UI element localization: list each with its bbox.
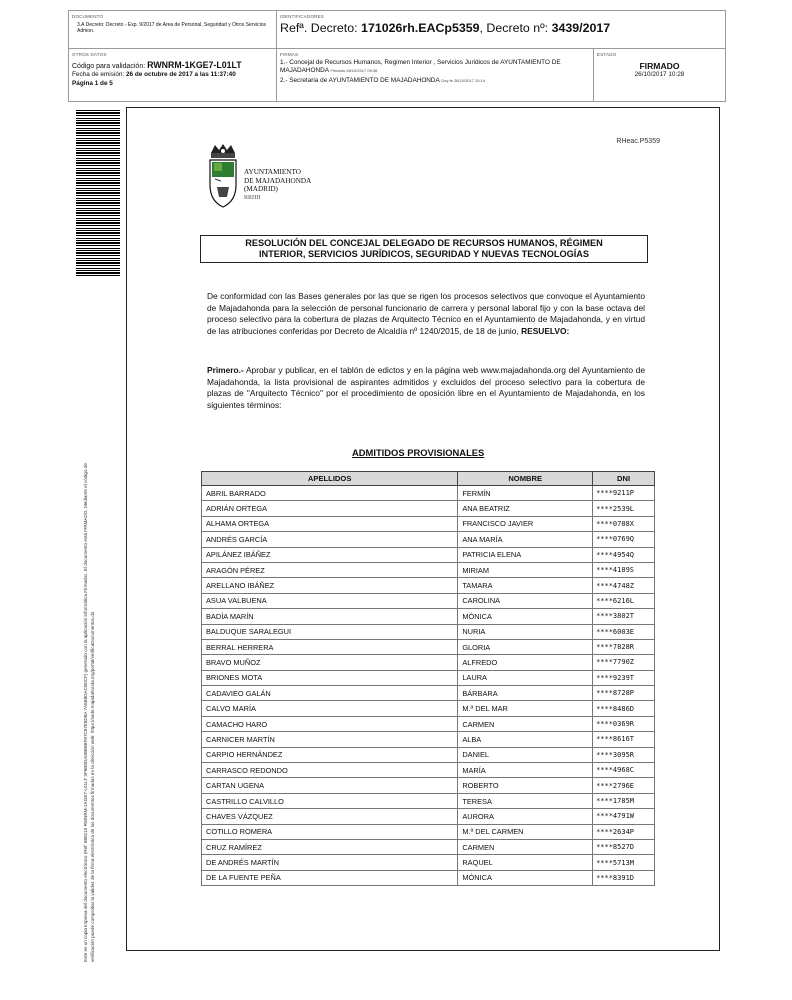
table-row <box>202 547 655 562</box>
codigo-prefix: Código para validación: <box>72 63 146 70</box>
coat-of-arms-icon <box>205 143 241 213</box>
admitted-table <box>201 471 655 886</box>
cell-nombre: FERMÍN <box>458 486 593 501</box>
logo-line3: (MADRID) <box>244 185 278 194</box>
cell-nombre: AURORA <box>458 809 593 824</box>
otros-datos-cell <box>69 49 277 101</box>
cell-dni: ****4748Z <box>593 578 655 593</box>
table-row <box>202 716 655 731</box>
cell-apellidos: CAMACHO HARO <box>202 716 458 731</box>
issue-date-line <box>72 71 236 78</box>
table-row <box>202 686 655 701</box>
cell-nombre: NURIA <box>458 624 593 639</box>
title-line2: INTERIOR, SERVICIOS JURÍDICOS, SEGURIDAD Y NUEVAS TECNOLOGÍAS <box>258 249 590 259</box>
documento-label: DOCUMENTO <box>72 14 104 19</box>
cell-dni: ****7790Z <box>593 655 655 670</box>
cell-nombre: TERESA <box>458 793 593 808</box>
signature-1-text: 1.- Concejal de Recursos Humanos, Regimen Interior , Servicios Juridicos de AYUNTAMIENTO DE MAJADAHONDA <box>280 59 561 74</box>
intro-paragraph <box>207 291 645 337</box>
table-row <box>202 839 655 854</box>
decreto-prefix: , Decreto nº: <box>479 21 549 35</box>
cell-apellidos: BERRAL HERRERA <box>202 639 458 654</box>
cell-apellidos: ADRIÁN ORTEGA <box>202 501 458 516</box>
table-row <box>202 824 655 839</box>
table-row <box>202 578 655 593</box>
cell-apellidos: DE ANDRÉS MARTÍN <box>202 855 458 870</box>
cell-nombre: ROBERTO <box>458 778 593 793</box>
cell-apellidos: CRUZ RAMÍREZ <box>202 839 458 854</box>
cell-dni: ****0708X <box>593 516 655 531</box>
table-row <box>202 639 655 654</box>
cell-nombre: CARMEN <box>458 716 593 731</box>
table-header-row <box>202 472 655 486</box>
ref-prefix: Refª. Decreto: <box>280 21 358 35</box>
cell-apellidos: DE LA FUENTE PEÑA <box>202 870 458 885</box>
table-row <box>202 655 655 670</box>
cell-nombre: CARMEN <box>458 839 593 854</box>
doc-reference: RHeac.P5359 <box>616 138 660 145</box>
table-row <box>202 562 655 577</box>
table-row <box>202 593 655 608</box>
cell-dni: ****8527D <box>593 839 655 854</box>
cell-dni: ****4189S <box>593 562 655 577</box>
table-row <box>202 532 655 547</box>
title-line1: RESOLUCIÓN DEL CONCEJAL DELEGADO DE RECURSOS HUMANOS, RÉGIMEN <box>245 238 603 248</box>
validation-code: RWNRM-1KGE7-L01LT <box>147 60 242 70</box>
cell-apellidos: BRIONES MOTA <box>202 670 458 685</box>
issue-date: 26 de octubre de 2017 a las 11:37:40 <box>126 71 236 78</box>
cell-nombre: ANA BEATRIZ <box>458 501 593 516</box>
cell-dni: ****2796E <box>593 778 655 793</box>
cell-apellidos: ASUA VALBUENA <box>202 593 458 608</box>
cell-nombre: BÁRBARA <box>458 686 593 701</box>
fecha-prefix: Fecha de emisión: <box>72 71 125 78</box>
cell-dni: ****0369R <box>593 716 655 731</box>
cell-apellidos: BRAVO MUÑOZ <box>202 655 458 670</box>
header-row-top <box>69 11 725 49</box>
cell-nombre: MIRIAM <box>458 562 593 577</box>
cell-apellidos: CADAVIEO GALÁN <box>202 686 458 701</box>
cell-dni: ****6216L <box>593 593 655 608</box>
table-row <box>202 855 655 870</box>
cell-dni: ****8391D <box>593 870 655 885</box>
documento-cell <box>69 11 277 48</box>
cell-dni: ****1785M <box>593 793 655 808</box>
cell-nombre: MÓNICA <box>458 609 593 624</box>
documento-text: 3.A Decreto: Decreto - Exp. 9/2017 de Area de Personal, Seguridad y Otros Servicios Admon. <box>77 22 266 34</box>
cell-nombre: ANA MARÍA <box>458 532 593 547</box>
logo-text <box>244 168 311 202</box>
cell-dni: ****7828R <box>593 639 655 654</box>
estado-cell <box>594 49 725 101</box>
table-row <box>202 778 655 793</box>
signature-2-text: 2.- Secretaria de AYUNTAMIENTO DE MAJADAHONDA <box>280 77 440 84</box>
cell-apellidos: ARAGÓN PÉREZ <box>202 562 458 577</box>
table-row <box>202 732 655 747</box>
logo-line2: DE MAJADAHONDA <box>244 176 312 185</box>
resolution-title <box>200 235 648 263</box>
cell-dni: ****6003E <box>593 624 655 639</box>
cell-dni: ****4791W <box>593 809 655 824</box>
cell-apellidos: CARPIO HERNÁNDEZ <box>202 747 458 762</box>
cell-dni: ****4968C <box>593 763 655 778</box>
table-row <box>202 809 655 824</box>
col-apellidos: APELLIDOS <box>202 472 458 486</box>
cell-dni: ****8728P <box>593 686 655 701</box>
cell-apellidos: CARNICER MARTÍN <box>202 732 458 747</box>
cell-nombre: PATRICIA ELENA <box>458 547 593 562</box>
table-row <box>202 609 655 624</box>
cell-nombre: MÓNICA <box>458 870 593 885</box>
cell-nombre: CAROLINA <box>458 593 593 608</box>
cell-dni: ****8486D <box>593 701 655 716</box>
otros-label: OTROS DATOS <box>72 52 107 57</box>
cell-nombre: ALBA <box>458 732 593 747</box>
table-row <box>202 486 655 501</box>
decree-identifier <box>280 21 610 35</box>
identificadores-label: IDENTIFICADORES <box>280 14 325 19</box>
estado-label: ESTADO <box>597 52 617 57</box>
cell-nombre: M.ª DEL MAR <box>458 701 593 716</box>
table-row <box>202 701 655 716</box>
side-text-line1: Este es un copia impresa del documento electrónico (Ref: 888215 RWNRM-1KGE7-L01LT 3F6B8DA0BB8BF87C67E8D8A 7A6B8DACB0CF) generado con la aplicación informática Firmadoc. El documento está FIRMADO. Mediante el código de <box>83 463 88 962</box>
table-row <box>202 624 655 639</box>
signature-1-date: Firmado 26/10/2017 09:36 <box>330 68 378 73</box>
cell-dni: ****3802T <box>593 609 655 624</box>
cell-nombre: DANIEL <box>458 747 593 762</box>
cell-apellidos: CHAVES VÁZQUEZ <box>202 809 458 824</box>
ref-code: 171026rh.EACp5359 <box>361 21 480 35</box>
table-row <box>202 793 655 808</box>
side-text-line2: verificación puede comprobar la validez de la firma electrónica de los documentos firmados en la dirección web: https://sede.majadahonda.org/portal/verificaDocumentos.do <box>90 611 95 962</box>
cell-apellidos: ABRIL BARRADO <box>202 486 458 501</box>
cell-apellidos: APILÁNEZ IBÁÑEZ <box>202 547 458 562</box>
header-row-bottom <box>69 49 725 101</box>
cell-dni: ****4954Q <box>593 547 655 562</box>
cell-nombre: RAQUEL <box>458 855 593 870</box>
para2-text: Aprobar y publicar, en el tablón de edictos y en la página web www.majadahonda.org del Ayuntamiento de Majadahonda, la lista provisional de aspirantes admitidos y excluidos del proceso selectivo para la cobertura de plazas de "Arquitecto Técnico" por el procedimiento de oposición libre en el Ayuntamiento de Majadahonda, en los siguientes términos: <box>207 365 645 410</box>
table-row <box>202 763 655 778</box>
table-row <box>202 501 655 516</box>
cell-apellidos: ANDRÉS GARCÍA <box>202 532 458 547</box>
table-row <box>202 747 655 762</box>
table-row <box>202 670 655 685</box>
logo-line1: AYUNTAMIENTO <box>244 168 301 176</box>
cell-apellidos: COTILLO ROMERA <box>202 824 458 839</box>
resuelvo: RESUELVO <box>521 325 567 336</box>
signature-2 <box>280 77 588 85</box>
cell-nombre: FRANCISCO JAVIER <box>458 516 593 531</box>
cell-apellidos: CARTAN UGENA <box>202 778 458 793</box>
cell-nombre: GLORIA <box>458 639 593 654</box>
cell-dni: ****2634P <box>593 824 655 839</box>
validation-code-line <box>72 60 242 70</box>
cell-apellidos: BALDUQUE SARALEGUI <box>202 624 458 639</box>
decreto-number: 3439/2017 <box>551 21 611 35</box>
cell-dni: ****9211P <box>593 486 655 501</box>
firmas-cell <box>277 49 594 101</box>
cell-nombre: TAMARA <box>458 578 593 593</box>
table-body <box>202 486 655 886</box>
table-row <box>202 870 655 885</box>
page-count: Página 1 de 5 <box>72 80 113 87</box>
cell-apellidos: BADÍA MARÍN <box>202 609 458 624</box>
primero-label: Primero.- <box>207 365 244 375</box>
cell-apellidos: CASTRILLO CALVILLO <box>202 793 458 808</box>
cell-dni: ****5713M <box>593 855 655 870</box>
firmas-label: FIRMAS <box>280 52 299 57</box>
cell-dni: ****3095R <box>593 747 655 762</box>
cell-apellidos: ALHAMA ORTEGA <box>202 516 458 531</box>
cell-nombre: LAURA <box>458 670 593 685</box>
cell-dni: ****9239T <box>593 670 655 685</box>
cell-nombre: ALFREDO <box>458 655 593 670</box>
estado-date: 26/10/2017 10:28 <box>634 71 685 78</box>
signature-2-date: Doy fe 26/10/2017 10:14 <box>441 78 486 83</box>
estado-value: FIRMADO <box>639 61 680 71</box>
logo-line4: RRHH <box>244 194 261 201</box>
cell-apellidos: ARELLANO IBÁÑEZ <box>202 578 458 593</box>
admitidos-heading: ADMITIDOS PROVISIONALES <box>352 447 485 458</box>
resuelvo-colon: : <box>566 325 570 336</box>
primero-paragraph <box>207 365 645 411</box>
cell-nombre: MARÍA <box>458 763 593 778</box>
col-nombre: NOMBRE <box>458 472 593 486</box>
cell-apellidos: CARRASCO REDONDO <box>202 763 458 778</box>
col-dni: DNI <box>593 472 655 486</box>
para1-text: De conformidad con las Bases generales por las que se rigen los procesos selectivos que convoque el Ayuntamiento de Majadahonda para la selección de personal funcionario de carrera y personal laboral fijo y con la base octava del proceso selectivo para la cobertura de plazas de Arquitecto Técnico en el Ayuntamiento de Majadahonda, y en virtud de las atribuciones conferidas por Decreto de Alcaldía nº 1240/2015, de 18 de junio, <box>207 291 645 336</box>
table-row <box>202 516 655 531</box>
cell-apellidos: CALVO MARÍA <box>202 701 458 716</box>
signature-header <box>68 10 726 102</box>
cell-nombre: M.ª DEL CARMEN <box>458 824 593 839</box>
barcode-image <box>76 110 120 276</box>
cell-dni: ****0769Q <box>593 532 655 547</box>
signature-1 <box>280 59 588 75</box>
cell-dni: ****8616T <box>593 732 655 747</box>
cell-dni: ****2539L <box>593 501 655 516</box>
